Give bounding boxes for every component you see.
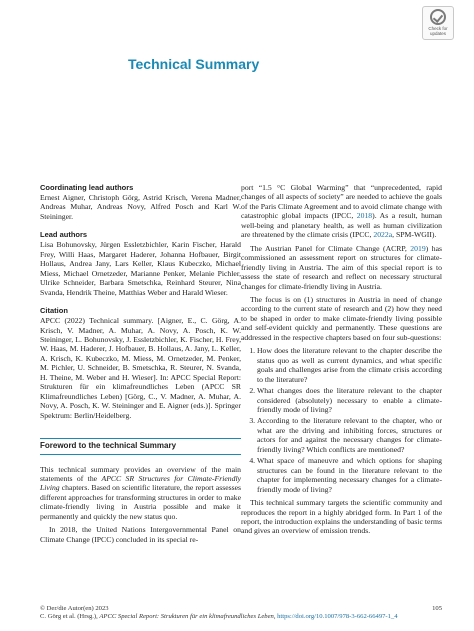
right-paragraph-4: This technical summary targets the scientific community and reproduces the report in a highly abridged form. In Part 1 of the report, the introduction explains the understanding of basic terms and gives an overview of emission trends. xyxy=(241,498,442,536)
right-p1-text-b: ). As a result, human well-being and planetary health, as well as human civilization are threatened by the climate crisis (IPCC, xyxy=(241,211,442,240)
sub-question-4: 4. What space of maneuvre and which options for shaping structures can be found in the literature relevant to the chapter for implementing necessary changes for a climate-friendly mode of living? xyxy=(257,456,442,494)
citation-text: APCC (2022) Technical summary. [Aigner, E., C. Görg, A. Krisch, V. Madner, A. Muhar, A. Novy, A. Posch, K. W. Steininger, L. Bohunovsky, J. Essletzbichler, K. Fischer, H. Frey, W. Haas, M. Haderer, J. Hofbauer, B. Hollaus, A. Jany, L. Keller, A. Krisch, K. Kubeczko, M. Miess, M. Ornetzeder, M. Penker, M. Pichler, U. Schneider, B. Smetschka, R. Steurer, N. Svanda, H. Theine, M. Weber and H. Wieser]. In: APCC Special Report: Strukturen für ein klimafreundliches Leben (APCC SR Klimafreundliches Leben) [Görg, C., V. Madner, A. Muhar, A. Novy, A. Posch, K. W. Steininger and E. Aigner (eds.)]. Springer Spektrum: Berlin/Heidelberg. xyxy=(40,316,241,420)
coordinating-authors-heading: Coordinating lead authors xyxy=(40,183,134,192)
sub-questions-list xyxy=(241,346,442,494)
lead-authors-names: Lisa Bohunovsky, Jürgen Essletzbichler, Karin Fischer, Harald Frey, Willi Haas, Margaret Haderer, Johanna Hofbauer, Birgit Hollaus, Andrea Jany, Lars Keller, Klaus Kubeczko, Michael Miess, Michael Ornetzeder, Marianne Penker, Melanie Pichler, Ulrike Schneider, Barbara Smetschka, Reinhard Steurer, Nina Svanda, Hendrik Theine, Matthias Weber and Harald Wieser. xyxy=(40,240,241,297)
copyright-notice: © Der/die Autor(en) 2023 xyxy=(40,605,109,612)
badge-text xyxy=(428,26,447,36)
page-footer xyxy=(40,605,442,622)
foreword-paragraph-2: In 2018, the United Nations Intergovernmental Panel on Climate Change (IPCC) concluded in its special re- xyxy=(40,525,241,544)
sub-question-3: 3. According to the literature relevant to the chapter, who or what are the driving and inhibiting forces, structures or actors for and against the necessary changes for climate-friendly living? Which conflicts are mentioned? xyxy=(257,416,442,454)
badge-line-2: updates xyxy=(429,31,446,36)
left-column xyxy=(40,183,241,544)
foreword-p1-text-b: chapters. Based on scientific literature, the report assesses different approaches for transforming structures in order to make climate-friendly living in Austria possible and make it permanently and quickly the new status quo. xyxy=(40,483,241,521)
right-paragraph-3: The focus is on (1) structures in Austria in need of change according to the current state of research and (2) how they need to be shaped in order to make climate-friendly living possible and self-evident quickly and permanently. These questions are addressed in the respective chapters based on four sub-questions: xyxy=(241,294,442,342)
lead-authors-heading: Lead authors xyxy=(40,230,88,240)
page-number: 105 xyxy=(432,605,442,612)
coordinating-authors-names: Ernest Aigner, Christoph Görg, Astrid Krisch, Verena Madner, Andreas Muhar, Andreas Novy, Alfred Posch and Karl W. Steininger. xyxy=(40,193,241,221)
right-paragraph-2 xyxy=(241,244,442,291)
source-separator: , xyxy=(273,613,278,621)
right-paragraph-1 xyxy=(241,183,442,240)
ipcc-2018-link[interactable]: 2018 xyxy=(356,211,373,221)
right-p2-text-a: The Austrian Panel for Climate Change (ACRP, xyxy=(250,243,411,253)
ipcc-2022a-link[interactable]: 2022a xyxy=(373,230,393,240)
sub-question-1: 1. How does the literature relevant to the chapter describe the status quo as well as current dynamics, and what specific goals and challenges arise from the climate crisis according to the literature? xyxy=(257,346,442,384)
sub-question-2: 2. What changes does the literature relevant to the chapter considered (absolutely) necessary to enable a climate-friendly mode of living? xyxy=(257,386,442,414)
right-column xyxy=(241,183,442,536)
page-title: Technical Summary xyxy=(128,56,260,72)
badge-line-1: Check for xyxy=(428,26,448,31)
foreword-p1-text-a: This technical summary provides an overview of the main statements of the xyxy=(40,464,241,483)
check-for-updates-badge[interactable] xyxy=(422,6,454,40)
foreword-heading: Foreword to the technical Summary xyxy=(40,438,241,454)
citation-heading: Citation xyxy=(40,306,68,316)
right-p1-text-c: , SPM-WGII). xyxy=(392,230,437,240)
source-reference xyxy=(40,613,442,621)
source-book-title: APCC Special Report: Strukturen für ein klimafreundliches Leben xyxy=(99,613,274,621)
doi-link[interactable]: https://doi.org/10.1007/978-3-662-66497-1_4 xyxy=(277,613,398,621)
check-updates-icon xyxy=(430,9,446,25)
foreword-p1-report-title: APCC SR Structures for Climate-Friendly Living xyxy=(40,473,241,493)
foreword-paragraph-1 xyxy=(40,465,241,522)
source-editors: C. Görg et al. (Hrsg.), xyxy=(40,613,100,621)
right-p2-text-b: ) has commissioned an assessment report on structures for climate-friendly living in Austria. The aim of this special report is to assess the state of research and reflect on necessary structural changes for climate-friendly living in Austria. xyxy=(241,243,443,291)
right-p1-text-a: port “1.5 °C Global Warming” that “unprecedented, rapid changes of all aspects of society” are needed to achieve the goals of the Paris Climate Agreement and to avoid climate change with catastrophic global impacts (IPCC, xyxy=(241,183,442,221)
acrp-2019-link[interactable]: 2019 xyxy=(410,243,426,253)
